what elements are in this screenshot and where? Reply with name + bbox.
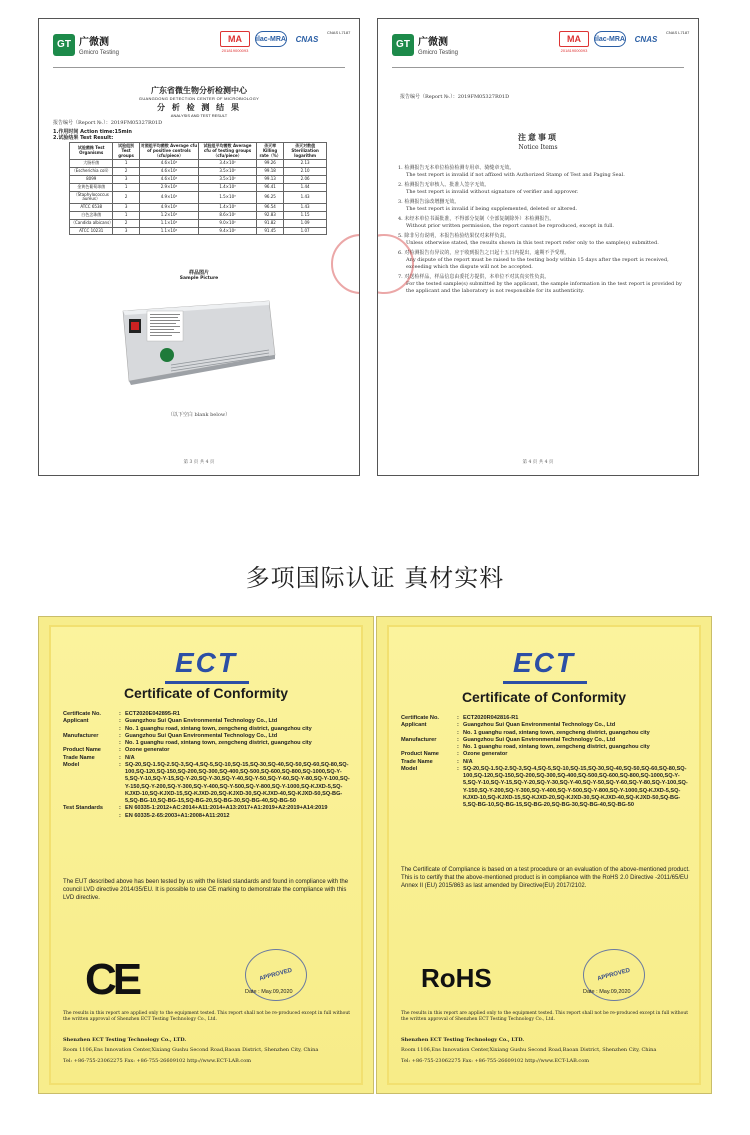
cnas-mark-icon: CNAS xyxy=(634,34,658,44)
table-cell: 99.26 xyxy=(257,160,284,168)
notice-title-cn: 注意事项 xyxy=(518,133,558,142)
field-label: Applicant xyxy=(63,718,89,725)
field-label: Product Name xyxy=(401,751,439,758)
field-value: EN 60335-2-65:2003+A1:2008+A11:2012 xyxy=(125,812,230,819)
issuer-address: Room 1106,Ens Innovation Center,Xixiang Gushu Second Road,Baoan District, Shenzhen City, China xyxy=(401,1047,657,1053)
table-row xyxy=(70,168,327,176)
ect-logo-underline xyxy=(503,681,587,684)
field-value: Ozone generator xyxy=(125,747,170,754)
field-label: Manufacturer xyxy=(401,736,437,743)
field-label: Model xyxy=(63,761,80,768)
field-value: N/A xyxy=(463,758,473,765)
field-label xyxy=(63,726,119,733)
certificate-disclaimer: The results in this report are applied only to the equipment tested. This report shall not be re-produced except in full without the written approval of Shenzhen ECT Testing Technology Co., Ltd. xyxy=(63,1011,351,1023)
center-title-en: GUANGDONG DETECTION CENTER OF MICROBIOLOGY xyxy=(138,96,260,101)
table-cell: 92.83 xyxy=(257,211,284,219)
field-colon: : xyxy=(457,758,459,765)
report-number: 报告编号（Report №.）：2019FM05327R01D xyxy=(53,120,163,126)
table-cell: （Candida albicans） xyxy=(70,219,113,227)
certificate-field-row xyxy=(401,759,693,766)
ce-certificate xyxy=(38,616,374,1094)
certificate-field-row xyxy=(401,737,693,744)
table-cell: 1.4×10³ xyxy=(199,183,257,191)
blank-below-note: （以下空白 blank below） xyxy=(167,412,231,418)
field-label xyxy=(401,744,457,751)
table-cell: 1.2×10⁴ xyxy=(139,211,198,219)
table-cell: 1.1×10⁴ xyxy=(139,227,198,235)
table-cell: 3.5×10² xyxy=(199,168,257,176)
result-title-cn: 分 析 检 测 结 果 xyxy=(157,103,241,112)
table-cell: 1.43 xyxy=(284,191,327,204)
table-cell: 2.06 xyxy=(284,175,327,183)
table-cell: 4.9×10⁴ xyxy=(139,191,198,204)
table-row xyxy=(70,219,327,227)
notice-item-en: Without prior written permission, the report cannot be reproduced, except in full. xyxy=(406,223,614,229)
table-cell: 96.54 xyxy=(257,204,284,212)
accreditation-marks xyxy=(559,31,690,53)
table-cell: 1.5×10³ xyxy=(199,191,257,204)
field-colon: : xyxy=(119,747,121,754)
gt-logo-icon: GT xyxy=(53,34,75,56)
field-value: SQ-20,SQ-1.5Q-2.5Q-3,SQ-4,SQ-5,SQ-10,SQ-15,SQ-30,SQ-40,SQ-50,SQ-60,SQ-80,SQ-100,SQ-120,SQ-150,SQ-200,SQ-300,SQ-400,SQ-500,SQ-600,SQ-800,SQ-1000,SQ-Y-5,SQ-Y-10,SQ-Y-15,SQ-Y-20,SQ-Y-30,SQ-Y-40,SQ-Y-50,SQ-Y-60,SQ-Y-80,SQ-Y-100,SQ-Y-150,SQ-Y-200,SQ-Y-300,SQ-Y-400,SQ-Y-500,SQ-Y-800,SQ-Y-1000,SQ-KJXD-5,SQ-KJXD-10,SQ-KJXD-15,SQ-KJXD-20,SQ-KJXD-30,SQ-KJXD-40,SQ-KJXD-50,SQ-BG-5,SQ-BG-10,SQ-BG-15,SQ-BG-20,SQ-BG-30,SQ-BG-40,SQ-BG-50 xyxy=(125,761,350,805)
table-cell: 1.43 xyxy=(284,204,327,212)
table-row xyxy=(70,204,327,212)
field-colon: : xyxy=(457,729,459,736)
field-label: Applicant xyxy=(401,722,427,729)
field-label: Certificate No. xyxy=(63,711,101,717)
field-value: No. 1 guanghu road, xintang town, zengcheng district, guangzhou city xyxy=(125,740,312,747)
notice-item xyxy=(398,216,684,230)
table-cell: 1.07 xyxy=(284,227,327,235)
field-colon: : xyxy=(119,740,121,747)
gmicro-logo xyxy=(53,33,119,56)
certificate-field-row xyxy=(63,805,355,812)
table-cell: 2.10 xyxy=(284,168,327,176)
field-label: Product Name xyxy=(63,747,101,754)
field-colon: : xyxy=(119,761,121,768)
header-divider xyxy=(392,67,684,68)
ma-number: 201819000093 xyxy=(560,48,588,53)
certificate-field-row xyxy=(63,711,355,718)
table-cell: 2.13 xyxy=(284,160,327,168)
table-cell: 大肠杆菌 xyxy=(70,160,113,168)
notice-item xyxy=(398,182,684,196)
table-header-cell: 试验组别 Test groups xyxy=(113,143,139,160)
sample-picture-title-cn: 样品图片 xyxy=(188,270,209,276)
field-colon: : xyxy=(119,725,121,732)
table-header-cell: 杀灭率 Killing rate（%） xyxy=(257,143,284,160)
certificate-date: Date : May.09,2020 xyxy=(583,989,631,995)
notice-title-en: Notice Items xyxy=(518,144,558,151)
certificate-field-row xyxy=(63,733,355,740)
cnas-number: CNAS L7187 xyxy=(666,30,690,35)
notice-item xyxy=(398,199,684,213)
certificate-field-row xyxy=(63,718,355,725)
ect-logo-underline xyxy=(165,681,249,684)
table-cell: 3 xyxy=(113,204,139,212)
field-value: No. 1 guanghu road, xintang town, zengcheng district, guangzhou city xyxy=(125,725,312,732)
notice-item-en: Any dispute of the report must be raised to the testing body within 15 days after the report is received, exceeding which the dispute will not be accepted. xyxy=(406,257,669,270)
table-cell: 1 xyxy=(113,183,139,191)
table-cell: 8099 xyxy=(70,175,113,183)
table-cell: 9.4×10² xyxy=(199,227,257,235)
table-row xyxy=(70,175,327,183)
certificate-title: Certificate of Conformity xyxy=(123,685,289,701)
field-colon: : xyxy=(457,722,459,729)
field-colon: : xyxy=(119,718,121,725)
field-label xyxy=(63,740,119,747)
table-cell: 4.6×10⁴ xyxy=(139,168,198,176)
notice-item-en: The test report is invalid if not affixed with Authorized Stamp of Test and Paging Seal. xyxy=(406,172,625,178)
certificate-field-row xyxy=(401,751,693,758)
table-cell: 96.25 xyxy=(257,191,284,204)
field-label: Certificate No. xyxy=(401,715,439,721)
issuer-contact: Tel: +86-755-23062275 Fax: +86-755-26609102 http://www.ECT-LAB.com xyxy=(401,1058,589,1064)
certificate-field-row xyxy=(401,730,693,737)
table-cell: 91.45 xyxy=(257,227,284,235)
section-heading: 多项国际认证 真材实料 xyxy=(245,564,505,592)
field-value: ECT2020R042816-R1 xyxy=(463,715,519,721)
field-label xyxy=(63,813,119,820)
notice-item-cn: 4. 未经本单位书面批准，不得部分复制（全部复制除外）本检测报告。 xyxy=(398,216,555,222)
table-row xyxy=(70,183,327,191)
table-cell: 8.6×10² xyxy=(199,211,257,219)
ozone-generator-image xyxy=(119,297,277,385)
field-label: Trade Name xyxy=(63,754,95,761)
table-cell: 3 xyxy=(113,227,139,235)
table-cell: 1.44 xyxy=(284,183,327,191)
rohs-mark: RoHS xyxy=(421,963,492,993)
report-page-results xyxy=(38,18,360,476)
table-cell: 1.1×10⁴ xyxy=(139,219,198,227)
ma-number: 201819000093 xyxy=(221,48,249,53)
field-value: ECT2020E042895-R1 xyxy=(125,711,181,717)
table-cell: 4.6×10⁴ xyxy=(139,160,198,168)
table-cell: 99.18 xyxy=(257,168,284,176)
table-row xyxy=(70,191,327,204)
notice-item-en: For the tested sample(s) submitted by the applicant, the sample information in the test report is provided by the applicant and the laboratory is not responsible for its authenticity. xyxy=(406,281,682,294)
table-cell: ATCC 6538 xyxy=(70,204,113,212)
issuer-address: Room 1106,Ens Innovation Center,Xixiang Gushu Second Road,Baoan District, Shenzhen City, China xyxy=(63,1047,319,1053)
table-cell: ATCC 10231 xyxy=(70,227,113,235)
ilac-mark-icon: ilac-MRA xyxy=(255,31,287,47)
field-label: Manufacturer xyxy=(63,732,99,739)
table-cell: 3.4×10² xyxy=(199,160,257,168)
issuer-contact: Tel: +86-755-23062275 Fax: +86-755-26609102 http://www.ECT-LAB.com xyxy=(63,1058,251,1064)
table-header-cell: 杀灭对数值 Sterilization logarithm xyxy=(284,143,327,160)
table-cell: 96.41 xyxy=(257,183,284,191)
notice-item-en: The test report is invalid if being supplemented, deleted or altered. xyxy=(406,206,578,212)
notice-item xyxy=(398,250,684,271)
certificate-statement: The EUT described above has been tested by us with the listed standards and found in compliance with the council LVD directive 2014/35/EU. It is possible to use CE marking to demonstrate the compliance with this LVD directive. xyxy=(63,879,349,901)
ect-logo: ECT xyxy=(175,647,237,678)
table-header-cell: 试验菌株 Test Organisms xyxy=(70,143,113,160)
field-value: Guangzhou Sui Quan Environmental Technology Co., Ltd xyxy=(125,718,278,725)
notice-item xyxy=(398,233,684,247)
field-colon: : xyxy=(119,805,121,812)
ce-mark: CE xyxy=(85,955,139,1004)
notice-list xyxy=(398,165,684,298)
certificate-field-row xyxy=(401,766,693,810)
field-colon: : xyxy=(457,744,459,751)
table-cell: 2 xyxy=(113,219,139,227)
certificate-field-row xyxy=(63,762,355,806)
action-time: 1.作用时间 Action time:15min xyxy=(53,129,132,135)
table-cell: 1 xyxy=(113,160,139,168)
notice-item xyxy=(398,165,684,179)
ect-logo: ECT xyxy=(513,647,575,678)
cnas-mark-icon: CNAS xyxy=(295,34,319,44)
table-cell: 91.82 xyxy=(257,219,284,227)
seal-text: APPROVED xyxy=(596,967,632,983)
table-cell: 4.6×10⁴ xyxy=(139,175,198,183)
sample-picture-title-en: Sample Picture xyxy=(179,276,219,281)
field-value: Guangzhou Sui Quan Environmental Technology Co., Ltd xyxy=(125,732,278,739)
field-colon: : xyxy=(119,732,121,739)
notice-item-cn: 6. 对检测报告有异议的，应于收到报告之日起十五日内提出，逾期不予受理。 xyxy=(398,250,570,256)
table-cell: 9.0×10² xyxy=(199,219,257,227)
field-label xyxy=(401,730,457,737)
certificate-title: Certificate of Conformity xyxy=(461,689,627,705)
report-page-notice xyxy=(377,18,699,476)
field-colon: : xyxy=(457,751,459,758)
certificate-field-row xyxy=(63,747,355,754)
table-row xyxy=(70,227,327,235)
table-cell: 2 xyxy=(113,191,139,204)
notice-item-cn: 5. 除非另有说明，本报告检验结果仅对来样负责。 xyxy=(398,233,510,239)
seal-text: APPROVED xyxy=(258,967,294,983)
gt-logo-icon: GT xyxy=(392,34,414,56)
ilac-mark-icon: ilac-MRA xyxy=(594,31,626,47)
field-value: Ozone generator xyxy=(463,751,508,758)
certificate-fields xyxy=(63,711,355,820)
field-value: No. 1 guanghu road, xintang town, zengcheng district, guangzhou city xyxy=(463,744,650,751)
table-cell: 3 xyxy=(113,175,139,183)
certificate-date: Date : May.09,2020 xyxy=(245,989,293,995)
field-value: Guangzhou Sui Quan Environmental Technology Co., Ltd xyxy=(463,722,616,729)
field-label: Test Standards xyxy=(63,805,103,812)
field-label: Trade Name xyxy=(401,758,433,765)
table-cell: 1.15 xyxy=(284,211,327,219)
certificate-field-row xyxy=(63,740,355,747)
notice-item-en: Unless otherwise stated, the results shown in this test report refer only to the sample(s) submitted. xyxy=(406,240,659,246)
field-label: Model xyxy=(401,765,418,772)
table-cell: 2.9×10⁴ xyxy=(139,183,198,191)
accreditation-marks xyxy=(220,31,351,53)
table-header-cell: 试验组平均菌数 Average cfu of testing groups（cfu/piece） xyxy=(199,143,257,160)
table-row xyxy=(70,160,327,168)
brand-cn: 广微测 xyxy=(418,37,448,48)
test-result-label: 2.试验结果 Test Result: xyxy=(53,135,114,141)
ma-mark-icon: MA xyxy=(220,31,250,47)
table-cell: 4.9×10⁴ xyxy=(139,204,198,212)
table-cell: 1 xyxy=(113,211,139,219)
report-number: 报告编号（Report №.）：2019FM05327R01D xyxy=(400,94,510,100)
certificate-fields xyxy=(401,715,693,809)
notice-item-cn: 7. 对送检样品，样品信息由委托方提供，本单位不对其真实性负责。 xyxy=(398,274,550,280)
notice-item-cn: 3. 检测报告涂改增删无效。 xyxy=(398,199,460,205)
rohs-certificate xyxy=(376,616,712,1094)
cnas-number: CNAS L7187 xyxy=(327,30,351,35)
table-cell: 1.09 xyxy=(284,219,327,227)
certificate-field-row xyxy=(401,744,693,751)
certificate-field-row xyxy=(63,813,355,820)
table-cell: 1.4×10³ xyxy=(199,204,257,212)
certificate-field-row xyxy=(63,755,355,762)
gmicro-logo xyxy=(392,33,458,56)
notice-item xyxy=(398,274,684,295)
issuer-company: Shenzhen ECT Testing Technology Co., LTD. xyxy=(63,1037,187,1043)
notice-item-cn: 1. 检测报告无本单位检验检测专用章、骑缝章无效。 xyxy=(398,165,515,171)
certificate-field-row xyxy=(401,715,693,722)
page-number: 第 3 页 共 4 页 xyxy=(183,460,215,465)
table-cell: （Staphylococcus aureus） xyxy=(70,191,113,204)
field-colon: : xyxy=(457,765,459,772)
page-number: 第 4 页 共 4 页 xyxy=(522,460,554,465)
results-table xyxy=(69,142,327,235)
notice-item-en: The test report is invalid without signature of verifier and approver. xyxy=(406,189,579,195)
table-cell: （Escherichia coli） xyxy=(70,168,113,176)
field-value: No. 1 guanghu road, xintang town, zengcheng district, guangzhou city xyxy=(463,729,650,736)
field-value: Guangzhou Sui Quan Environmental Technology Co., Ltd xyxy=(463,736,616,743)
table-header-cell: 对照组平均菌数 Average cfu of positive controls（cfu/piece） xyxy=(139,143,198,160)
certificate-field-row xyxy=(63,726,355,733)
field-value: EN 60335-1:2012+AC:2014+A11:2014+A13:2017+A1:2019+A2:2019+A14:2019 xyxy=(125,805,328,812)
center-title-cn: 广东省微生物分析检测中心 xyxy=(151,86,247,95)
table-cell: 3.5×10² xyxy=(199,175,257,183)
certificate-statement: The Certificate of Compliance is based on a test procedure or an evaluation of the above-mentioned product. This is to certify that the above-mentioned product is in compliance with the RoHS 2.0 Directive -2011/65/EU Annex II (EU) 2015/863 as last amended by Directive(EU) 2017/2102. xyxy=(401,867,690,889)
result-title-en: ANALYSIS AND TEST RESULT xyxy=(170,113,228,118)
certificate-disclaimer: The results in this report are applied only to the equipment tested. This report shall not be re-produced except in full without the written approval of Shenzhen ECT Testing Technology Co., Ltd. xyxy=(401,1011,689,1023)
table-cell: 2 xyxy=(113,168,139,176)
header-divider xyxy=(53,67,345,68)
field-colon: : xyxy=(457,715,459,721)
brand-en: Gmicro Testing xyxy=(418,50,458,56)
issuer-company: Shenzhen ECT Testing Technology Co., LTD. xyxy=(401,1037,525,1043)
field-colon: : xyxy=(119,754,121,761)
field-value: SQ-20,SQ-1.5Q-2.5Q-3,SQ-4,SQ-5,SQ-10,SQ-15,SQ-30,SQ-40,SQ-50,SQ-60,SQ-80,SQ-100,SQ-120,SQ-150,SQ-200,SQ-300,SQ-400,SQ-500,SQ-600,SQ-800,SQ-1000,SQ-Y-5,SQ-Y-10,SQ-Y-15,SQ-Y-20,SQ-Y-30,SQ-Y-40,SQ-Y-50,SQ-Y-60,SQ-Y-80,SQ-Y-100,SQ-Y-150,SQ-Y-200,SQ-Y-300,SQ-Y-400,SQ-Y-500,SQ-Y-800,SQ-Y-1000,SQ-KJXD-5,SQ-KJXD-10,SQ-KJXD-15,SQ-KJXD-20,SQ-KJXD-30,SQ-KJXD-40,SQ-KJXD-50,SQ-BG-5,SQ-BG-10,SQ-BG-15,SQ-BG-20,SQ-BG-30,SQ-BG-40,SQ-BG-50 xyxy=(463,765,688,809)
field-colon: : xyxy=(119,711,121,717)
notice-item-cn: 2. 检测报告无审核人、批准人签字无效。 xyxy=(398,182,490,188)
field-colon: : xyxy=(457,736,459,743)
table-cell: 99.13 xyxy=(257,175,284,183)
brand-en: Gmicro Testing xyxy=(79,50,119,56)
table-row xyxy=(70,211,327,219)
table-cell: 白色念珠菌 xyxy=(70,211,113,219)
red-seal-stamp xyxy=(331,234,360,294)
table-cell: 金黄色葡萄球菌 xyxy=(70,183,113,191)
field-value: N/A xyxy=(125,754,135,761)
field-colon: : xyxy=(119,812,121,819)
brand-cn: 广微测 xyxy=(79,37,109,48)
certificate-field-row xyxy=(401,722,693,729)
ma-mark-icon: MA xyxy=(559,31,589,47)
